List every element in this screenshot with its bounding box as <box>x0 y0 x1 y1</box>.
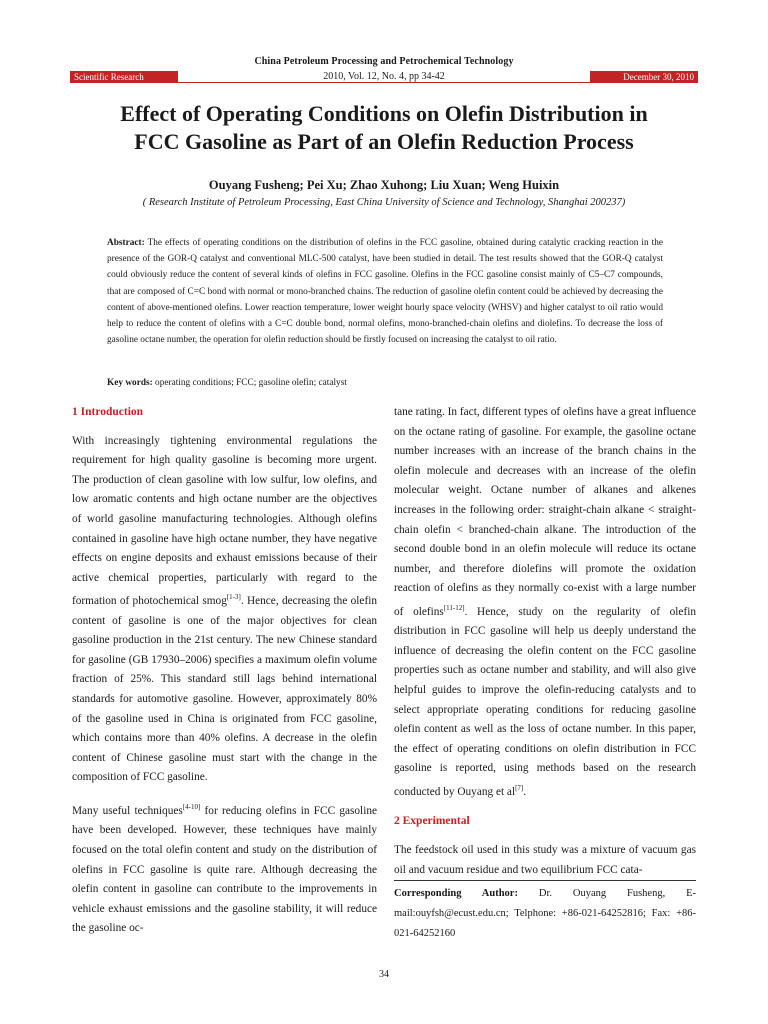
footnote-rule <box>394 880 696 881</box>
text-run: tane rating. In fact, different types of olefins have a great influence on the octane rating of gasoline. For example, the gasoline octane number increases with an increase of the branch chains in the olefin molecule and decreases with an increase of the olefin molecular weight. Octane number of alkanes and alkenes increases in the following order: straight-chain alkane < straight-chain olefin < branched-chain alkane. The introduction of the second double bond in an olefin molecule will reduce its octane number, and therefore diolefins will promote the oxidation reaction of olefins as they normally co-exist with a large number of olefins <box>394 406 696 618</box>
intro-paragraph-1 <box>72 432 377 788</box>
right-column <box>394 403 696 890</box>
journal-name: China Petroleum Processing and Petrochemical Technology <box>254 56 514 67</box>
intro-heading: 1 Introduction <box>72 406 144 418</box>
text-run: . Hence, study on the regularity of olefin distribution in FCC gasoline will help us deeply understand the influence of decreasing the olefin content on the FCC gasoline properties such as octane number and stability, and will also give helpful guides to improve the olefin-reducing catalysts and to select appropriate operating conditions for reducing gasoline olefin content as well as the loss of octane number. In this paper, the effect of operating conditions on olefin distribution in FCC gasoline is reported, using methods based on the research conducted by Ouyang et al <box>394 605 696 798</box>
citation: [7] <box>515 784 524 793</box>
page-number: 34 <box>379 969 389 980</box>
abstract-text: The effects of operating conditions on the distribution of olefins in the FCC gasoline, obtained during catalytic cracking reaction in the presence of the GOR-Q catalyst and conventional MLC-500 catalyst, have been studied in detail. The test results showed that the GOR-Q catalyst could obviously reduce the content of several kinds of olefins in FCC gasoline. Olefins in the FCC gasoline consist mainly of C5–C7 compounds, that are composed of C=C bond with normal or mono-branched chains. The reduction of gasoline olefin content could be achieved by decreasing the content of above-mentioned olefins. Lower reaction temperature, lower weight hourly space velocity (WHSV) and higher catalyst to oil ratio would help to reduce the content of olefins with a C=C double bond, normal olefins, mono-branched-chain olefins and diolefins. To decrease the loss of gasoline octane number, the operation for olefin reduction should be firstly focused on increasing the catalyst to oil ratio. <box>107 238 663 346</box>
corresponding-author <box>394 884 696 944</box>
abstract <box>107 235 663 348</box>
citation: [4-10] <box>182 803 201 812</box>
title-line-1: Effect of Operating Conditions on Olefin Distribution in <box>120 101 648 126</box>
affiliation: ( Research Institute of Petroleum Processing, East China University of Science and Technology, Shanghai 200237) <box>142 197 626 208</box>
text-run: . Hence, decreasing the olefin content of gasoline is one of the major objectives for clean gasoline production in the 21st century. The new Chinese standard for gasoline (GB 17930–2006) specifies a maximum olefin volume fraction of 25%. This standard still lags behind international standards for automotive gasoline. However, approximately 80% of the gasoline used in China is originated from FCC gasoline, which contains more than 40% olefins. A decrease in the olefin content of Chinese gasoline must start with the change in the composition of FCC gasoline. <box>72 595 377 784</box>
text-run: With increasingly tightening environmental regulations the requirement for high quality gasoline is becoming more urgent. The production of clean gasoline with low sulfur, low olefins, and low aromatic contents and high octane number are the objectives of world gasoline manufacturing technologies. Although olefins contained in gasoline have high octane number, they have negative effects on engine deposits and exhaust emissions because of their active chemical properties, particularly with regard to the formation of photochemical smog <box>72 434 377 608</box>
citation: [1-3] <box>226 593 241 602</box>
authors: Ouyang Fusheng; Pei Xu; Zhao Xuhong; Liu Xuan; Weng Huixin <box>208 178 560 192</box>
corresponding-label: Corresponding Author: <box>394 888 518 899</box>
left-column <box>72 403 377 949</box>
header-bar <box>70 71 698 83</box>
text-run: . <box>523 785 527 798</box>
text-run: for reducing olefins in FCC gasoline have been developed. However, these techniques have mainly focused on the total olefin content and study on the distribution of olefins in FCC gasoline is quite rare. Although decreasing the olefin content in gasoline can contribute to the improvements in vehicle exhaust emissions and the gasoline stability, it will reduce the gasoline oc- <box>72 804 377 935</box>
keywords-label: Key words: <box>107 378 153 388</box>
title-line-2: FCC Gasoline as Part of an Olefin Reduction Process <box>134 129 634 154</box>
keywords <box>107 378 663 388</box>
section-badge: Scientific Research <box>70 71 178 83</box>
abstract-label: Abstract: <box>107 238 145 248</box>
issue-info: 2010, Vol. 12, No. 4, pp 34-42 <box>323 71 445 82</box>
date-badge: December 30, 2010 <box>590 71 698 83</box>
citation: [11-12] <box>443 603 465 612</box>
experimental-heading: 2 Experimental <box>394 815 470 828</box>
paper-title <box>70 100 698 156</box>
intro-paragraph-3 <box>394 403 696 802</box>
text-run: Many useful techniques <box>72 804 183 817</box>
corresponding-text: Dr. Ouyang Fusheng, E-mail:ouyfsh@ecust.edu.cn; Telphone: +86-021-64252816; Fax: +86-021-64252160 <box>394 888 697 939</box>
experimental-paragraph: The feedstock oil used in this study was a mixture of vacuum gas oil and vacuum residue and two equilibrium FCC cata- <box>394 844 696 876</box>
intro-paragraph-2 <box>72 798 377 939</box>
keywords-text: operating conditions; FCC; gasoline olefin; catalyst <box>155 378 347 388</box>
